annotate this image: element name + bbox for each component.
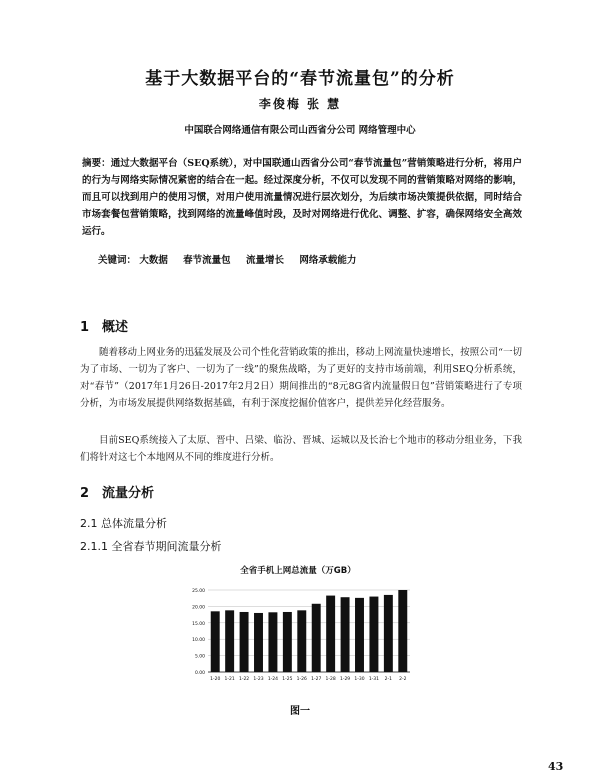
x-tick-label: 1-29 <box>339 677 351 682</box>
bar <box>240 612 249 672</box>
bar <box>254 613 263 672</box>
keyword: 流量增长 <box>245 255 284 266</box>
keywords <box>98 252 518 266</box>
bar <box>268 612 277 672</box>
section-title: 流量分析 <box>102 486 155 501</box>
x-tick-label: 1-28 <box>325 677 336 682</box>
x-tick-label: 2-2 <box>399 677 407 682</box>
bar <box>398 590 407 672</box>
section-number: 1 <box>80 320 90 335</box>
keyword: 网络承载能力 <box>299 255 357 266</box>
section-number: 2 <box>80 486 90 501</box>
traffic-bar-chart <box>178 560 418 690</box>
paper-title: 基于大数据平台的“春节流量包”的分析 <box>145 69 455 89</box>
bar <box>384 595 393 672</box>
keyword: 春节流量包 <box>183 255 231 266</box>
section-heading-2 <box>80 482 154 501</box>
x-tick-label: 1-24 <box>267 677 279 682</box>
bar <box>297 610 306 672</box>
abstract <box>82 155 522 240</box>
bar <box>211 611 220 672</box>
x-tick-label: 2-1 <box>384 677 393 682</box>
y-tick-label: 25.00 <box>192 589 205 594</box>
x-tick-label: 1-21 <box>224 677 235 682</box>
bar <box>283 612 292 672</box>
body-paragraph: 随着移动上网业务的迅猛发展及公司个性化营销政策的推出，移动上网流量快速增长，按照公司“一切为了市场、一切为了客户、一切为了一线”的聚焦战略，为了更好的支持市场前端，利用SEQ分析系统，对“春节”（2017年1月26日-2017年2月2日）期间推出的“8元8G省内流量假日包”营销策略进行了专项分析，为市场发展提供网络数据基础，有利于深度挖掘价值客户，提供差异化经营服务。 <box>80 347 522 409</box>
body-paragraph: 目前SEQ系统接入了太原、晋中、吕梁、临汾、晋城、运城以及长治七个地市的移动分组业务，下我们将针对这七个本地网从不同的维度进行分析。 <box>80 435 522 463</box>
abstract-text: 通过大数据平台（SEQ系统），对中国联通山西省分公司“春节流量包”营销策略进行分析，将用户的行为与网络实际情况紧密的结合在一起。经过深度分析，不仅可以发现不同的营销策略对网络的影响，而且可以找到用户的使用习惯，对用户使用流量情况进行层次划分，为后续市场决策提供依据，同时结合市场套餐包营销策略，找到网络的流量峰值时段，及时对网络进行优化、调整、扩容，确保网络安全高效运行。 <box>82 158 522 237</box>
subsection-heading: 2.1 总体流量分析 <box>80 517 167 530</box>
y-tick-label: 15.00 <box>192 621 205 627</box>
x-tick-label: 1-31 <box>368 677 380 682</box>
section-heading-1 <box>80 316 128 335</box>
x-tick-label: 1-26 <box>296 677 307 682</box>
bar <box>225 610 234 672</box>
bar <box>341 597 350 672</box>
keywords-label: 关键词： <box>98 255 137 266</box>
bar <box>355 598 364 672</box>
figure-caption: 图一 <box>290 706 310 717</box>
x-tick-label: 1-23 <box>253 677 264 682</box>
keyword: 大数据 <box>139 255 168 266</box>
page-number: 43 <box>548 760 564 773</box>
x-tick-label: 1-27 <box>311 677 322 682</box>
x-tick-label: 1-22 <box>238 677 250 682</box>
affiliation: 中国联合网络通信有限公司山西省分公司 网络管理中心 <box>184 125 416 136</box>
bar <box>369 597 378 672</box>
x-tick-label: 1-20 <box>210 677 221 682</box>
subsubsection-heading: 2.1.1 全省春节期间流量分析 <box>80 540 222 553</box>
y-tick-label: 10.00 <box>192 638 205 644</box>
x-tick-label: 1-25 <box>282 677 293 682</box>
y-tick-label: 20.00 <box>192 605 205 611</box>
authors: 李俊梅 张 慧 <box>258 97 342 111</box>
chart-title: 全省手机上网总流量（万GB） <box>240 566 356 576</box>
bar <box>312 604 321 672</box>
y-tick-label: 0.00 <box>194 671 205 676</box>
abstract-label: 摘要： <box>82 158 111 169</box>
section-title: 概述 <box>102 320 129 335</box>
bar <box>326 596 335 672</box>
x-tick-label: 1-30 <box>354 677 365 682</box>
y-tick-label: 5.00 <box>194 654 205 660</box>
